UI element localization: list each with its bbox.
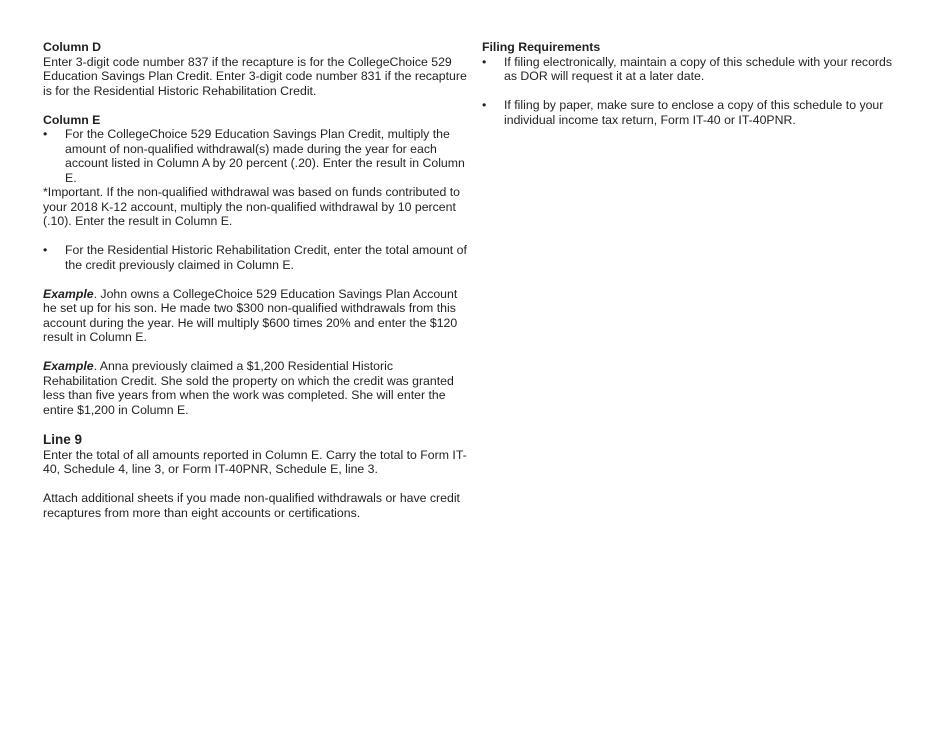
attach-note: Attach additional sheets if you made non-qualified withdrawals or have credit recaptures from more than eight accounts or certifications. (43, 491, 460, 520)
filing-bullet-electronic (482, 55, 907, 84)
example-anna (43, 359, 468, 417)
line-9-text: Enter the total of all amounts reported in Column E. Carry the total to Form IT-40, Schedule 4, line 3, or Form IT-40PNR, Schedule E, line 3. (43, 447, 467, 476)
bullet-marker: • (482, 98, 487, 112)
column-d-heading: Column D (43, 40, 102, 54)
left-column (43, 40, 468, 520)
example-label: Example (43, 286, 94, 301)
filing-requirements-heading: Filing Requirements (482, 40, 601, 54)
bullet-marker: • (43, 243, 48, 257)
example-label: Example (43, 359, 94, 373)
bullet-text: For the CollegeChoice 529 Education Savings Plan Credit, multiply the amount of non-qualified withdrawal(s) made during the year for each account listed in Column A by 20 percent (.20). Enter the result in Column E. (65, 127, 465, 185)
bullet-marker: • (482, 54, 487, 69)
example-john (43, 287, 468, 345)
bullet-text: If filing by paper, make sure to enclose a copy of this schedule to your individual income tax return, Form IT-40 or IT-40PNR. (504, 98, 884, 127)
line-9-section (43, 432, 468, 521)
column-e-bullet-1 (43, 127, 468, 185)
line-9-heading: Line 9 (43, 431, 83, 447)
column-e-heading: Column E (43, 112, 101, 127)
right-column (482, 40, 907, 127)
column-d-section (43, 40, 468, 98)
column-e-bullet-2 (43, 243, 468, 272)
example-text: . John owns a CollegeChoice 529 Education Savings Plan Account he set up for his son. He made two $300 non-qualified withdrawals from this account during the year. He will multiply $600 times 20% and enter the $120 result in Column E. (43, 286, 458, 344)
bullet-marker: • (43, 127, 48, 141)
bullet-text: For the Residential Historic Rehabilitation Credit, enter the total amount of the credit previously claimed in Column E. (65, 243, 467, 272)
bullet-text: If filing electronically, maintain a copy of this schedule with your records as DOR will request it at a later date. (504, 54, 892, 83)
column-d-text: Enter 3-digit code number 837 if the recapture is for the CollegeChoice 529 Education Savings Plan Credit. Enter 3-digit code number 831 if the recapture is for the Residential Historic Rehabilitation Credit. (43, 54, 467, 98)
column-e-section (43, 113, 468, 273)
important-note: *Important. If the non-qualified withdrawal was based on funds contributed to your 2018 K-12 account, multiply the non-qualified withdrawal by 10 percent (.10). Enter the result in Column E. (43, 185, 460, 228)
example-text: . Anna previously claimed a $1,200 Residential Historic Rehabilitation Credit. She sold the property on which the credit was granted less than five years from when the work was completed. She will enter the entire $1,200 in Column E. (43, 359, 454, 417)
filing-bullet-paper (482, 98, 907, 127)
